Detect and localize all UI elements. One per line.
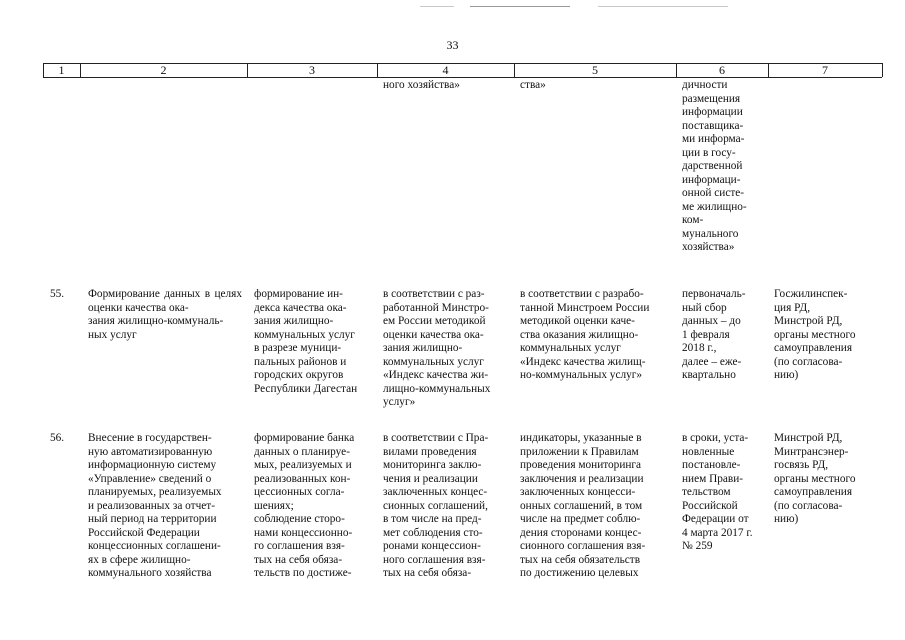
page-number: 33 <box>446 38 459 52</box>
scan-artifact <box>420 6 454 7</box>
column-header-3: 3 <box>309 63 315 77</box>
row-56-col4: в соответствии с Пра- вилами проведения мониторинга заклю- чения и реализации заключенных концес- сионных соглашений, в том числе на пред- мет соблюдения сто- ронами концессион- ного соглашения взя- тых на себя обяза- <box>383 432 489 579</box>
row-56-col6: в сроки, уста- новленные постановле- нием Прави- тельством Российской Федерации от 4 марта 2017 г. № 259 <box>682 432 753 552</box>
column-header-1: 1 <box>58 63 65 77</box>
table-header-bottom-border <box>43 77 882 78</box>
row-55-col7: Госжилинспек- ция РД, Минстрой РД, органы местного самоуправления (по согласова- нию) <box>774 288 856 381</box>
column-header-2: 2 <box>160 63 167 77</box>
row-55-col3: формирование ин- декса качества ока- зания жилищно- коммунальных услуг в разрезе муници- пальных районов и городских округов Республики Дагестан <box>254 288 358 395</box>
column-header-7: 7 <box>822 63 828 77</box>
column-header-5: 5 <box>592 63 598 77</box>
column-header-4: 4 <box>442 63 449 77</box>
row-56-col3: формирование банка данных о планируе- мых, реализуемых и реализованных кон- цессионных согла- шениях; соблюдение сторо- нами концессионно- го соглашения взя- тых на себя обяза- тельств по достиже- <box>254 432 355 579</box>
row-55-number: 55. <box>50 288 65 300</box>
column-divider <box>882 63 883 77</box>
row-55-col2: Формирование данных в целях оценки качества ока- зания жилищно-коммуналь- ных услуг <box>88 288 242 341</box>
row-56-col2: Внесение в государствен- ную автоматизированную информационную систему «Управление» сведений о планируемых, реализуемых и реализованных за отчет- ный период на территории Российской Федерации концессионных соглашени- ях в сфере жилищно- коммунального хозяйства <box>88 432 222 579</box>
row-56-col5: индикаторы, указанные в приложении к Правилам проведения мониторинга заключения и реализации заключенных концесси- онных соглашений, в том числе на предмет соблю- дения сторонами концес- сионного соглашения взя- тых на себя обязательств по достижению целевых <box>520 432 646 579</box>
row-55-col6: первоначаль- ный сбор данных – до 1 февраля 2018 г., далее – еже- квартально <box>682 288 746 381</box>
continuation-col4: ного хозяйства» <box>383 79 460 91</box>
row-55-col4: в соответствии с раз- работанной Минстро- ем России методикой оценки качества ока- зания жилищно- коммунальных услуг «Индекс качества жи- лищно-коммунальных услуг» <box>383 288 491 408</box>
column-header-6: 6 <box>719 63 725 77</box>
continuation-col6: дичности размещения информации поставщика- ми информа- ции в госу- дарственной информаци- онной систе- ме жилищно- ком- мунального хозяйства» <box>682 79 747 253</box>
scan-artifact <box>470 6 570 7</box>
continuation-col5: ства» <box>520 79 546 91</box>
row-55-col5: в соответствии с разрабо- танной Минстроем России методикой оценки каче- ства оказания жилищно- коммунальных услуг «Индекс качества жилищ- но-коммунальных услуг» <box>520 288 650 381</box>
row-56-number: 56. <box>50 432 65 444</box>
scan-artifact <box>598 6 728 7</box>
row-56-col7: Минстрой РД, Минтрансэнер- госвязь РД, органы местного самоуправления (по согласова- нию) <box>774 432 856 525</box>
